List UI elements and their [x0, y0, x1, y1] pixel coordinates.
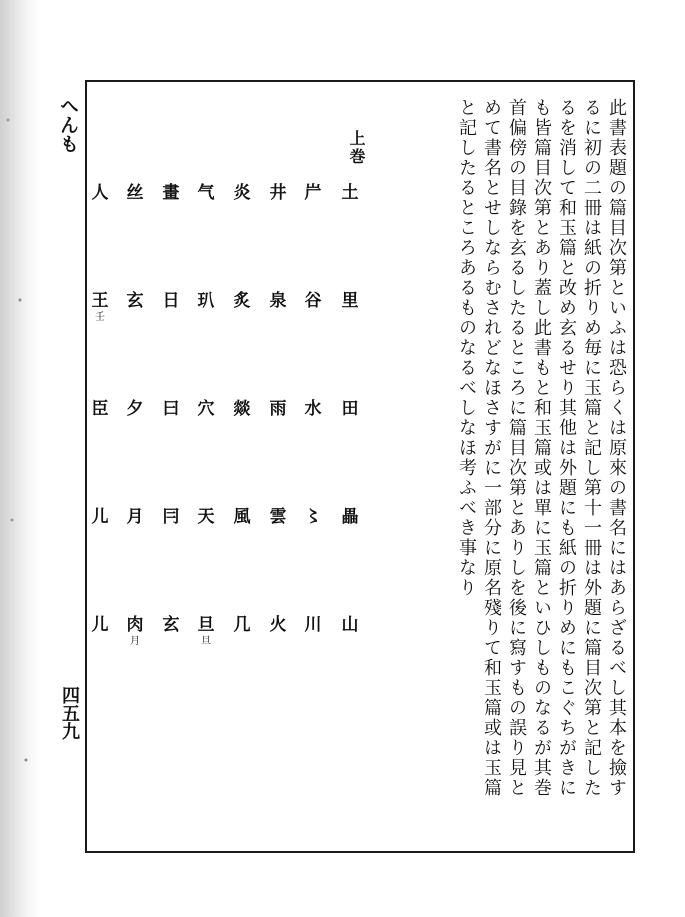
radical-cell [234, 398, 251, 428]
radical-character: 里 [341, 291, 359, 311]
radical-cell [126, 614, 144, 647]
radical-character: 〻 [304, 507, 322, 527]
radical-cell [163, 290, 180, 320]
radical-character: 冃 [162, 507, 180, 527]
radical-character: 曰 [162, 399, 180, 419]
radical-row [335, 182, 365, 644]
radical-cell [163, 506, 180, 536]
radical-variant-note: 壬 [95, 312, 105, 323]
radical-row [85, 182, 115, 644]
radical-character: 人 [91, 183, 109, 203]
radical-cell [198, 506, 215, 536]
radical-character: 王 [91, 291, 109, 311]
radical-character: 井 [269, 183, 287, 203]
radical-cell [198, 290, 215, 320]
page-gutter-scan-edge [0, 0, 40, 917]
radical-character: 雨 [269, 399, 287, 419]
radical-character: 畾 [341, 507, 359, 527]
radical-row [227, 182, 257, 644]
radical-cell [127, 506, 144, 536]
radical-cell [127, 182, 144, 212]
radical-character: 水 [304, 399, 322, 419]
radical-character: 玄 [162, 615, 180, 635]
radical-cell [91, 290, 109, 323]
radical-cell [305, 506, 322, 536]
radical-character: 風 [233, 507, 251, 527]
radical-cell [163, 182, 180, 212]
body-line: るを消して和玉篇と改め玄るせり其他は外題にも紙の折りめにもこぐちがきに [556, 98, 577, 798]
body-text [454, 98, 629, 838]
radical-character: 旦 [197, 615, 215, 635]
radical-row [120, 182, 150, 647]
body-line: と記したるところあるものなるべしなほ考ふべき事なり [456, 98, 477, 598]
radical-cell [342, 290, 359, 320]
radical-character: 几 [233, 615, 251, 635]
radical-cell [270, 398, 287, 428]
radical-cell [163, 614, 180, 644]
radical-character: 屵 [304, 183, 322, 203]
body-line: 首偏傍の目錄を玄るしたるところに篇目次第とありしを後に寫すもの誤り見と [506, 98, 527, 798]
radical-character: 燚 [233, 399, 251, 419]
radical-character: 泉 [269, 291, 287, 311]
radical-cell [127, 398, 144, 428]
radical-character: 穴 [197, 399, 215, 419]
radical-cell [270, 182, 287, 212]
radical-character: 雲 [269, 507, 287, 527]
radical-cell [342, 182, 359, 212]
radical-cell [270, 506, 287, 536]
radical-cell [234, 506, 251, 536]
radical-cell [92, 506, 109, 536]
radical-cell [342, 398, 359, 428]
radical-character: 玄 [126, 291, 144, 311]
radical-character: 田 [341, 399, 359, 419]
radical-cell [305, 290, 322, 320]
radical-character: 谷 [304, 291, 322, 311]
radical-cell [342, 506, 359, 536]
radical-cell [197, 614, 215, 647]
radical-row [263, 182, 293, 644]
radical-character: 肉 [126, 615, 144, 635]
radical-character: 儿 [91, 507, 109, 527]
radical-character: 天 [197, 507, 215, 527]
radical-character: 畫 [162, 183, 180, 203]
radical-character: 炙 [233, 291, 251, 311]
radical-cell [163, 398, 180, 428]
radical-cell [305, 182, 322, 212]
radical-character: 炎 [233, 183, 251, 203]
radical-character: 儿 [91, 615, 109, 635]
volume-label: 上巻 [347, 130, 366, 166]
radical-character: 土 [341, 183, 359, 203]
radical-character: 玐 [197, 291, 215, 311]
radical-cell [234, 182, 251, 212]
radical-row [191, 182, 221, 647]
body-line: るに初の二冊は紙の折りめ毎に玉篇と記し第十一冊は外題に篇目次第と記した [581, 98, 602, 798]
radical-character: 丝 [126, 183, 144, 203]
radical-character: 川 [304, 615, 322, 635]
body-line: めて書名とせしならむされどなほさすがに一部分に原名殘りて和玉篇或は玉篇 [481, 98, 502, 798]
radical-variant-note: 月 [130, 636, 140, 647]
radical-cell [305, 614, 322, 644]
radical-variant-note: 旦 [201, 636, 211, 647]
radical-character: 气 [197, 183, 215, 203]
page-number: 四五九 [59, 686, 80, 740]
radical-character: 夕 [126, 399, 144, 419]
running-head: へんも [57, 96, 79, 153]
body-line: 此書表題の篇目次第といふは恐らくは原來の書名にはあらざるべし其本を撿す [606, 98, 627, 798]
radical-cell [92, 182, 109, 212]
radical-cell [198, 182, 215, 212]
radical-cell [234, 614, 251, 644]
radical-cell [92, 614, 109, 644]
radical-cell [342, 614, 359, 644]
radical-character: 月 [126, 507, 144, 527]
radical-cell [305, 398, 322, 428]
radical-character: 日 [162, 291, 180, 311]
radical-character: 火 [269, 615, 287, 635]
radical-cell [198, 398, 215, 428]
radical-character: 臣 [91, 399, 109, 419]
radical-cell [92, 398, 109, 428]
radical-cell [270, 290, 287, 320]
radical-row [156, 182, 186, 644]
radical-row [298, 182, 328, 644]
radical-character: 山 [341, 615, 359, 635]
radical-cell [270, 614, 287, 644]
radical-cell [127, 290, 144, 320]
radical-cell [234, 290, 251, 320]
body-line: も皆篇目次第とあり蓋し此書もと和玉篇或は單に玉篇といひしものなるが其巻 [531, 98, 552, 798]
